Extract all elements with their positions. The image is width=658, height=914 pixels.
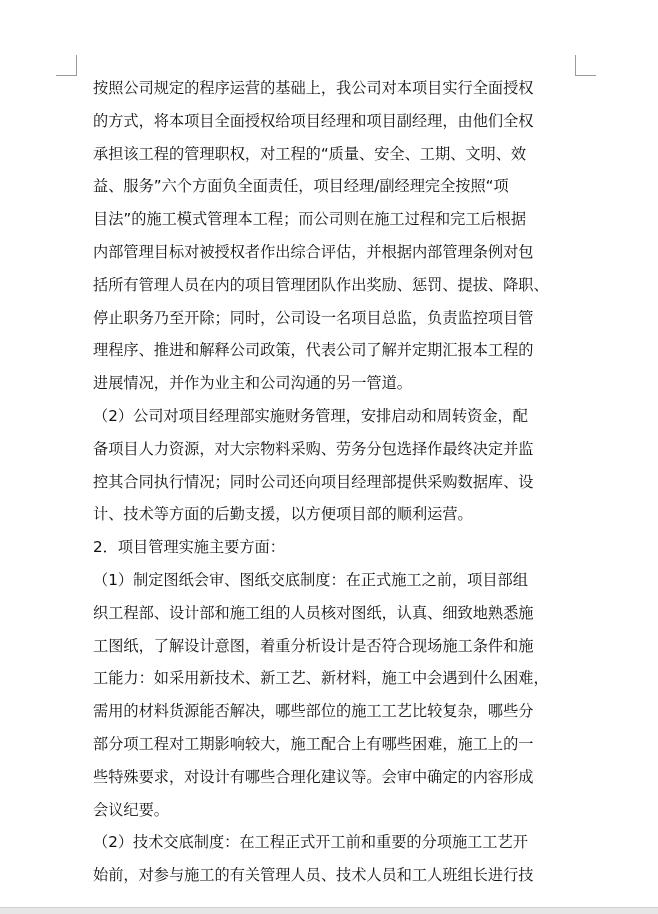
text-line: 停止职务乃至开除；同时，公司设一名项目总监，负责监控项目管 bbox=[93, 308, 534, 327]
text-line: 始前，对参与施工的有关管理人员、技术人员和工人班组长进行技 bbox=[93, 866, 534, 885]
section-heading: 2．项目管理实施主要方面： bbox=[93, 538, 285, 557]
text-line: 承担该工程的管理职权，对工程的“质量、安全、工期、文明、效 bbox=[93, 144, 527, 163]
text-line: 些特殊要求，对设计有哪些合理化建议等。会审中确定的内容形成 bbox=[93, 767, 534, 786]
page-bottom-edge bbox=[0, 907, 658, 914]
document-body bbox=[93, 72, 577, 892]
text-line: 备项目人力资源，对大宗物料采购、劳务分包选择作最终决定并监 bbox=[93, 439, 534, 458]
text-line: （1）制定图纸会审、图纸交底制度：在正式施工之前，项目部组 bbox=[93, 570, 528, 589]
top-right-margin-mark bbox=[575, 55, 596, 76]
text-line: 工图纸，了解设计意图，着重分析设计是否符合现场施工条件和施 bbox=[93, 636, 534, 655]
text-line: 按照公司规定的程序运营的基础上，我公司对本项目实行全面授权 bbox=[93, 79, 534, 97]
text-line: 计、技术等方面的后勤支援，以方便项目部的顺利运营。 bbox=[93, 505, 473, 524]
text-line: 控其合同执行情况；同时公司还向项目经理部提供采购数据库、设 bbox=[93, 472, 534, 491]
text-line: 内部管理目标对被授权者作出综合评估，并根据内部管理条例对包 bbox=[93, 242, 534, 261]
text-line: 括所有管理人员在内的项目管理团队作出奖励、惩罚、提拔、降职、 bbox=[93, 275, 549, 294]
text-line: （2）公司对项目经理部实施财务管理，安排启动和周转资金，配 bbox=[93, 406, 528, 425]
text-line: 目法”的施工模式管理本工程；而公司则在施工过程和完工后根据 bbox=[93, 210, 527, 229]
text-line: 的方式，将本项目全面授权给项目经理和项目副经理，由他们全权 bbox=[93, 111, 534, 130]
top-left-margin-mark bbox=[56, 55, 77, 76]
text-line: 部分项工程对工期影响较大，施工配合上有哪些困难，施工上的一 bbox=[93, 734, 534, 753]
text-line: 工能力：如采用新技术、新工艺、新材料，施工中会遇到什么困难， bbox=[93, 669, 549, 688]
text-line: 会议纪要。 bbox=[93, 800, 169, 819]
text-line: 益、服务”六个方面负全面责任，项目经理/副经理完全按照“项 bbox=[93, 177, 509, 196]
text-line: 理程序、推进和解释公司政策，代表公司了解并定期汇报本工程的 bbox=[93, 341, 534, 360]
text-line: 织工程部、设计部和施工组的人员核对图纸，认真、细致地熟悉施 bbox=[93, 603, 534, 622]
text-line: 进展情况，并作为业主和公司沟通的另一管道。 bbox=[93, 374, 412, 393]
text-line: 需用的材料货源能否解决，哪些部位的施工工艺比较复杂，哪些分 bbox=[93, 702, 534, 721]
text-line: （2）技术交底制度：在工程正式开工前和重要的分项施工工艺开 bbox=[93, 833, 528, 852]
